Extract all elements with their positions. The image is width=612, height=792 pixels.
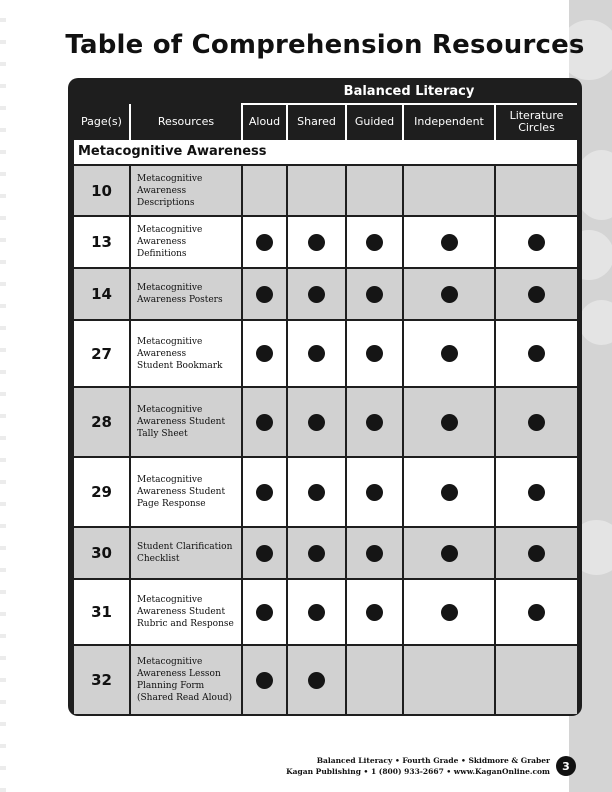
independent-cell [404, 217, 496, 267]
aloud-cell [243, 458, 288, 526]
filled-dot-icon [528, 414, 545, 431]
table-row [74, 166, 577, 215]
resource-label: Metacognitive Awareness Student Tally Sheet [137, 405, 226, 439]
filled-dot-icon [441, 234, 458, 251]
literature-circles-cell [496, 388, 577, 456]
independent-cell [404, 646, 496, 714]
resource-cell [131, 528, 243, 578]
table-row [74, 528, 577, 578]
filled-dot-icon [366, 286, 383, 303]
footer-line-2: Kagan Publishing • 1 (800) 933-2667 • www.KaganOnline.com [286, 767, 550, 776]
table-row [74, 388, 577, 456]
literature-circles-cell [496, 528, 577, 578]
header-divider [241, 104, 243, 140]
header-literature-circles: Literature Circles [509, 109, 564, 134]
shared-cell [288, 217, 347, 267]
independent-cell [404, 580, 496, 644]
independent-cell [404, 321, 496, 386]
filled-dot-icon [528, 345, 545, 362]
filled-dot-icon [441, 604, 458, 621]
shared-cell [288, 580, 347, 644]
page-number-cell: 30 [74, 528, 131, 578]
filled-dot-icon [366, 414, 383, 431]
filled-dot-icon [528, 545, 545, 562]
resource-cell [131, 388, 243, 456]
page-number-cell: 13 [74, 217, 131, 267]
filled-dot-icon [308, 286, 325, 303]
filled-dot-icon [256, 545, 273, 562]
resource-label: Metacognitive Awareness Student Rubric and Response [137, 595, 234, 629]
page-number: 3 [556, 756, 576, 776]
table-row [74, 458, 577, 526]
footer-line-1: Balanced Literacy • Fourth Grade • Skidmore & Graber [316, 756, 550, 765]
header-divider [345, 104, 347, 140]
resource-label: Metacognitive Awareness Student Bookmark [137, 336, 223, 371]
resource-cell [131, 217, 243, 267]
filled-dot-icon [308, 484, 325, 501]
header-divider [494, 104, 496, 140]
table-row [74, 646, 577, 714]
header-independent: Independent [414, 115, 484, 128]
aloud-cell [243, 321, 288, 386]
aloud-cell [243, 269, 288, 319]
filled-dot-icon [308, 672, 325, 689]
filled-dot-icon [256, 234, 273, 251]
independent-cell [404, 458, 496, 526]
page-number-cell: 14 [74, 269, 131, 319]
shared-cell [288, 458, 347, 526]
guided-cell [347, 458, 404, 526]
page-number-cell: 10 [74, 166, 131, 215]
header-shared: Shared [297, 115, 336, 128]
filled-dot-icon [528, 286, 545, 303]
page-number-cell: 31 [74, 580, 131, 644]
filled-dot-icon [528, 234, 545, 251]
filled-dot-icon [308, 545, 325, 562]
literature-circles-cell [496, 646, 577, 714]
guided-cell [347, 217, 404, 267]
filled-dot-icon [308, 414, 325, 431]
page-number-cell: 27 [74, 321, 131, 386]
filled-dot-icon [441, 345, 458, 362]
independent-cell [404, 388, 496, 456]
header-divider [129, 104, 131, 140]
filled-dot-icon [308, 345, 325, 362]
table-row [74, 321, 577, 386]
resource-cell [131, 580, 243, 644]
guided-cell [347, 321, 404, 386]
aloud-cell [243, 166, 288, 215]
filled-dot-icon [366, 234, 383, 251]
filled-dot-icon [441, 545, 458, 562]
resource-label: Metacognitive Awareness Student Page Response [137, 475, 226, 509]
filled-dot-icon [366, 484, 383, 501]
literature-circles-cell [496, 269, 577, 319]
aloud-cell [243, 388, 288, 456]
page-title: Table of Comprehension Resources [65, 30, 585, 60]
left-decorative-edge [0, 0, 6, 792]
header-aloud: Aloud [248, 115, 281, 128]
shared-cell [288, 166, 347, 215]
table-row [74, 217, 577, 267]
resource-cell [131, 321, 243, 386]
resource-cell [131, 269, 243, 319]
resource-cell [131, 646, 243, 714]
filled-dot-icon [441, 286, 458, 303]
filled-dot-icon [366, 545, 383, 562]
filled-dot-icon [256, 484, 273, 501]
literature-circles-cell [496, 217, 577, 267]
literature-circles-cell [496, 321, 577, 386]
guided-cell [347, 388, 404, 456]
page-number-cell: 29 [74, 458, 131, 526]
filled-dot-icon [441, 484, 458, 501]
table-row [74, 269, 577, 319]
filled-dot-icon [256, 672, 273, 689]
filled-dot-icon [441, 414, 458, 431]
independent-cell [404, 166, 496, 215]
filled-dot-icon [256, 345, 273, 362]
resource-label: Student Clarification Checklist [137, 542, 233, 564]
resource-cell [131, 166, 243, 215]
resource-label: Metacognitive Awareness Lesson Planning Form (Shared Read Aloud) [137, 657, 233, 703]
independent-cell [404, 528, 496, 578]
filled-dot-icon [528, 604, 545, 621]
page-footer [286, 755, 550, 777]
page-number-cell: 32 [74, 646, 131, 714]
filled-dot-icon [256, 286, 273, 303]
shared-cell [288, 528, 347, 578]
shared-cell [288, 269, 347, 319]
shared-cell [288, 321, 347, 386]
header-resources: Resources [157, 115, 215, 128]
header-pages: Page(s) [81, 115, 122, 128]
filled-dot-icon [528, 484, 545, 501]
filled-dot-icon [366, 345, 383, 362]
page-number-cell: 28 [74, 388, 131, 456]
guided-cell [347, 646, 404, 714]
table-row [74, 580, 577, 644]
aloud-cell [243, 528, 288, 578]
aloud-cell [243, 646, 288, 714]
literature-circles-cell [496, 580, 577, 644]
aloud-cell [243, 217, 288, 267]
guided-cell [347, 269, 404, 319]
guided-cell [347, 528, 404, 578]
literature-circles-cell [496, 458, 577, 526]
resource-cell [131, 458, 243, 526]
header-divider [286, 104, 288, 140]
literature-circles-cell [496, 166, 577, 215]
header-group-label: Balanced Literacy [343, 84, 475, 99]
filled-dot-icon [256, 414, 273, 431]
header-guided: Guided [354, 115, 395, 128]
resource-label: Metacognitive Awareness Posters [137, 283, 223, 305]
filled-dot-icon [366, 604, 383, 621]
filled-dot-icon [308, 604, 325, 621]
shared-cell [288, 388, 347, 456]
guided-cell [347, 580, 404, 644]
resource-label: Metacognitive Awareness Definitions [137, 225, 203, 259]
resource-label: Metacognitive Awareness Descriptions [137, 173, 203, 208]
guided-cell [347, 166, 404, 215]
shared-cell [288, 646, 347, 714]
filled-dot-icon [308, 234, 325, 251]
filled-dot-icon [256, 604, 273, 621]
independent-cell [404, 269, 496, 319]
aloud-cell [243, 580, 288, 644]
header-divider [402, 104, 404, 140]
section-heading: Metacognitive Awareness [74, 140, 577, 164]
